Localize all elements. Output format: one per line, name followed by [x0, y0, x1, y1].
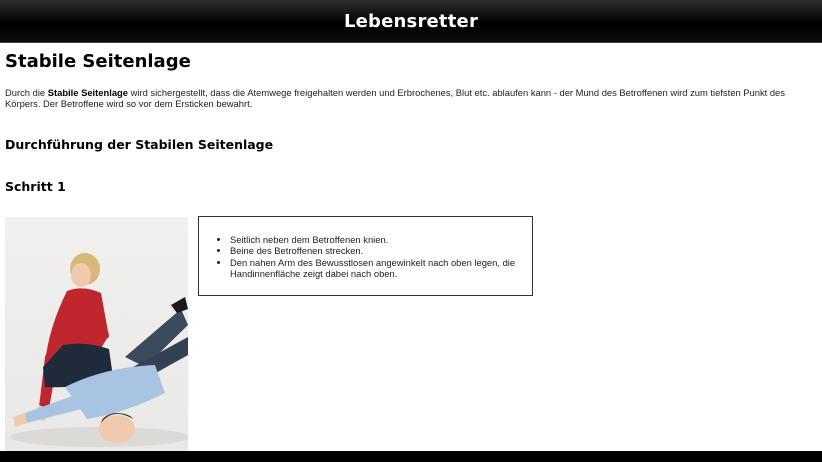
intro-paragraph: [5, 87, 815, 110]
recovery-position-illustration: [5, 217, 188, 452]
first-aid-photo: [5, 217, 188, 452]
instruction-list: [199, 234, 524, 280]
bottom-bar: [0, 451, 822, 462]
instruction-item: • Seitlich neben dem Betroffenen knien.: [230, 234, 524, 245]
page-title: Stabile Seitenlage: [5, 51, 191, 72]
intro-bold-term: Stabile Seitenlage: [47, 87, 128, 98]
intro-prefix: Durch die: [5, 87, 48, 98]
section-heading: Durchführung der Stabilen Seitenlage: [5, 137, 274, 152]
app-bar: [0, 0, 822, 43]
instruction-item: • Den nahen Arm des Bewusstlosen angewinkelt nach oben legen, die Handinnenfläche zeigt dabei nach oben.: [230, 257, 524, 280]
step-title: Schritt 1: [5, 179, 66, 194]
step-instructions-box: [198, 216, 533, 296]
instruction-item: • Beine des Betroffenen strecken.: [230, 245, 524, 256]
intro-suffix: wird sichergestellt, dass die Atemwege freigehalten werden und Erbrochenes, Blut etc. ablaufen kann - der Mund des Betroffenen wird zum tiefsten Punkt des Körpers. Der Betroffene wird so vor dem Ersticken bewahrt.: [5, 87, 785, 110]
page-content[interactable]: [5, 42, 817, 452]
app-title: Lebensretter: [343, 10, 479, 32]
